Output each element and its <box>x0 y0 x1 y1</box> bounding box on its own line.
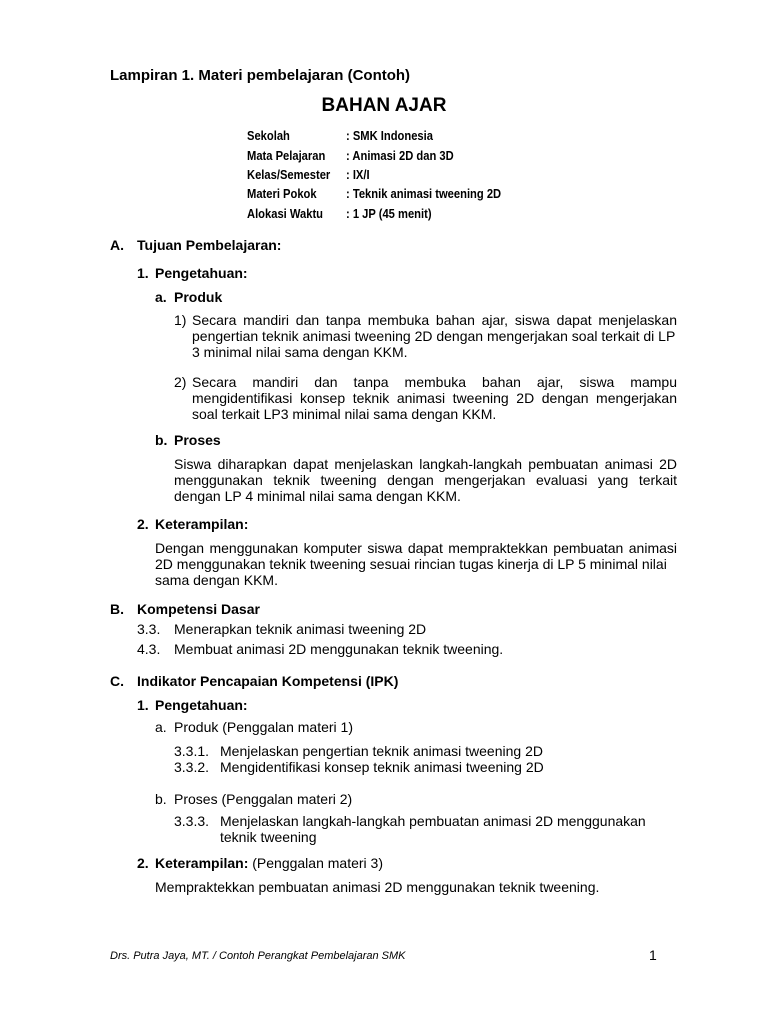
section-a-marker: A. <box>110 237 124 253</box>
section-c-b-marker: b. <box>155 791 167 807</box>
meta-value-materi-pokok: : Teknik animasi tweening 2D <box>346 186 502 201</box>
meta-value-kelas: : IX/I <box>346 167 370 182</box>
a-item1-line1: Secara mandiri dan tanpa membuka bahan ajar, siswa dapat menjelaskan <box>192 312 677 328</box>
section-c-2-suffix: (Penggalan materi 3) <box>252 855 383 871</box>
a-b-line3: dengan LP 4 minimal nilai sama dengan KKM. <box>174 488 461 504</box>
header-label: Lampiran 1. Materi pembelajaran (Contoh) <box>110 67 411 84</box>
section-c-1-title: Pengetahuan: <box>155 697 248 713</box>
c-b-item-num: 3.3.3. <box>174 813 210 829</box>
a-b-line1: Siswa diharapkan dapat menjelaskan langkah-langkah pembuatan animasi 2D <box>174 456 677 472</box>
section-c-title: Indikator Pencapaian Kompetensi (IPK) <box>137 673 399 689</box>
section-b-marker: B. <box>110 601 124 617</box>
a-item2-line3: soal terkait LP3 minimal nilai sama dengan KKM. <box>192 406 497 422</box>
a-item2-line2: mengidentifikasi konsep teknik animasi tweening 2D dengan mengerjakan <box>192 390 677 406</box>
c-b-item-line1: Menjelaskan langkah-langkah pembuatan animasi 2D menggunakan <box>220 813 646 829</box>
meta-value-alokasi-waktu: : 1 JP (45 menit) <box>346 206 432 221</box>
section-a-b-title: Proses <box>174 432 221 448</box>
page-number: 1 <box>649 947 657 963</box>
meta-key-sekolah: Sekolah <box>247 128 290 143</box>
b-item-num: 3.3. <box>137 621 161 637</box>
a-b-line2: menggunakan teknik tweening dengan mengerjakan evaluasi yang terkait <box>174 472 677 488</box>
a-2-line3: sama dengan KKM. <box>155 572 278 588</box>
a-2-line2: 2D menggunakan teknik tweening sesuai rincian tugas kinerja di LP 5 minimal nilai <box>155 556 667 572</box>
c-a-item-text: Menjelaskan pengertian teknik animasi tweening 2D <box>220 743 543 759</box>
section-a-b-marker: b. <box>155 432 168 448</box>
c-b-item-line2: teknik tweening <box>220 829 317 845</box>
section-a-a-marker: a. <box>155 289 167 305</box>
meta-key-alokasi-waktu: Alokasi Waktu <box>247 206 324 221</box>
page-title: BAHAN AJAR <box>321 95 447 116</box>
b-item-text: Membuat animasi 2D menggunakan teknik tweening. <box>174 641 504 657</box>
section-c-b-title: Proses (Penggalan materi 2) <box>174 791 353 807</box>
b-item-num: 4.3. <box>137 641 161 657</box>
section-a-1-num: 1. <box>137 265 149 281</box>
section-c-2-heading <box>155 855 383 871</box>
a-item2-line1: Secara mandiri dan tanpa membuka bahan ajar, siswa mampu <box>192 374 677 390</box>
c-a-item-text: Mengidentifikasi konsep teknik animasi tweening 2D <box>220 759 544 775</box>
section-c-2-text: Mempraktekkan pembuatan animasi 2D menggunakan teknik tweening. <box>155 879 600 895</box>
c-a-item-num: 3.3.1. <box>174 743 210 759</box>
b-item-text: Menerapkan teknik animasi tweening 2D <box>174 621 427 637</box>
footer-text: Drs. Putra Jaya, MT. / Contoh Perangkat Pembelajaran SMK <box>110 950 406 962</box>
meta-value-mata-pelajaran: : Animasi 2D dan 3D <box>346 148 454 163</box>
c-a-item-num: 3.3.2. <box>174 759 210 775</box>
section-c-marker: C. <box>110 673 124 689</box>
section-a-2-num: 2. <box>137 516 149 532</box>
meta-key-materi-pokok: Materi Pokok <box>247 186 317 201</box>
meta-value-sekolah: : SMK Indonesia <box>346 128 433 143</box>
a-item2-num: 2) <box>174 374 187 390</box>
meta-key-kelas: Kelas/Semester <box>247 167 331 182</box>
section-b-title: Kompetensi Dasar <box>137 601 260 617</box>
a-item1-line3: 3 minimal nilai sama dengan KKM. <box>192 344 408 360</box>
section-c-1-num: 1. <box>137 697 149 713</box>
a-2-line1: Dengan menggunakan komputer siswa dapat mempraktekkan pembuatan animasi <box>155 540 677 556</box>
section-a-title: Tujuan Pembelajaran: <box>137 237 282 253</box>
section-a-1-title: Pengetahuan: <box>155 265 248 281</box>
section-a-2-title: Keterampilan: <box>155 516 249 532</box>
a-item1-line2: pengertian teknik animasi tweening 2D dengan mengerjakan soal terkait di LP <box>192 328 676 344</box>
meta-key-mata-pelajaran: Mata Pelajaran <box>247 148 326 163</box>
section-c-a-title: Produk (Penggalan materi 1) <box>174 719 353 735</box>
section-c-2-title: Keterampilan: <box>155 855 249 871</box>
section-a-a-title: Produk <box>174 289 223 305</box>
a-item1-num: 1) <box>174 312 187 328</box>
section-c-2-num: 2. <box>137 855 149 871</box>
section-c-a-marker: a. <box>155 719 167 735</box>
